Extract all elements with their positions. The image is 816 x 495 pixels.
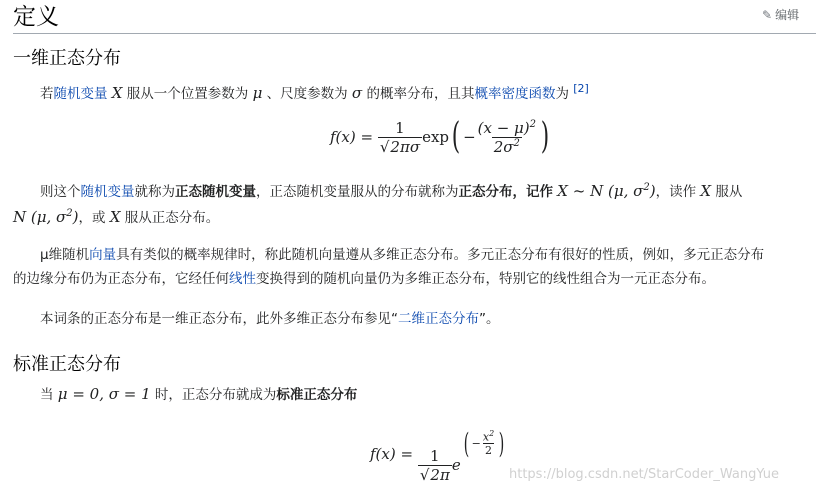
inner-den-text: 2σ [493,137,514,156]
notation-end: ) [649,182,656,200]
exp-fraction [481,429,496,458]
page-heading: 定义 [13,4,59,30]
paragraph-normal-variable-line2 [13,202,219,230]
exp-num-sup: 2 [489,428,495,438]
paragraph-multivariate-line2 [13,268,715,291]
notation-text: X ~ N (μ, σ [557,182,644,200]
sqrt-symbol: √ [379,137,390,156]
inner-num-text: (x − μ) [477,118,530,137]
inner-den-sup: 2 [513,137,520,149]
text: 时，正态分布就成为 [154,387,277,403]
inner-denominator [492,137,522,156]
paragraph-normal-variable [40,176,742,204]
notation-sup: 2 [643,182,650,193]
formula2-numerator: 1 [430,446,440,465]
text: μ维随机 [40,247,90,263]
notation-text-2: N (μ, σ [13,208,67,226]
minus-sign: − [463,128,476,146]
edit-label[interactable]: 编辑 [775,8,800,22]
text: 则这个 [40,184,81,200]
formula2-exponent [461,427,507,460]
text: 当 [40,387,54,403]
formula-normal-pdf [330,113,552,161]
fraction-numerator: 1 [395,118,405,137]
math-sigma: σ [351,84,363,102]
bold-normal-distribution: 正态分布，记作 [458,184,553,200]
formula-fraction [378,119,422,156]
notation-normal-2 [13,208,79,226]
formula2-e: e [451,456,461,474]
text: ，读作 [655,184,697,200]
text: 的边缘分布仍为正态分布，它经任何 [13,271,229,287]
exp-denominator: 2 [485,444,493,458]
exp-left-paren: ( [463,426,469,460]
text: 为 [555,86,569,102]
sqrt-radicand-2: 2π [430,465,450,484]
notation-sup-2: 2 [66,208,73,219]
text: 具有类似的概率规律时，称此随机向量遵从多维正态分布。多元正态分布有很好的性质，例如，多元正态分布 [116,247,765,263]
text: 服从一个位置参数为 [126,86,249,102]
math-x-2: X [700,182,712,200]
text: 服从正态分布。 [124,210,220,226]
reference-link[interactable]: [2] [573,82,589,95]
exp-minus: − [471,436,481,450]
paragraph-definition [40,77,589,106]
text: 本词条的正态分布是一维正态分布，此外多维正态分布参见“ [40,311,398,327]
math-x-3: X [109,208,121,226]
left-paren: ( [451,116,461,157]
text: 、尺度参数为 [266,86,348,102]
bold-standard-normal: 标准正态分布 [276,387,358,403]
paragraph-standard-condition [40,383,357,407]
inner-fraction [476,119,538,156]
text: ”。 [479,311,500,327]
text: 就称为 [134,184,175,200]
inner-num-sup: 2 [529,118,537,130]
heading-divider [13,33,816,34]
text: 若 [40,86,54,102]
section-title-1d-normal: 一维正态分布 [13,48,121,69]
right-paren: ) [540,116,550,157]
text: ，正态随机变量服从的分布就称为 [256,184,459,200]
link-2d-normal[interactable]: 二维正态分布 [398,311,479,327]
notation-end-2: ) [72,208,79,226]
math-x: X [111,84,123,102]
text: 变换得到的随机向量仍为多维正态分布，特别它的线性组合为一元正态分布。 [256,271,715,287]
formula2-denominator [418,465,452,484]
text: ，或 [78,210,106,226]
text: 服从 [715,184,743,200]
exp-num-text: x [482,430,490,444]
formula-lhs: f(x) = [330,128,374,146]
watermark: https://blog.csdn.net/StarCoder_WangYue [509,467,780,482]
link-pdf[interactable]: 概率密度函数 [474,86,556,102]
math-condition: μ = 0, σ = 1 [57,385,151,403]
paragraph-see-also [40,308,500,331]
math-mu: μ [252,84,263,102]
sqrt-symbol-2: √ [419,465,430,484]
link-vector[interactable]: 向量 [89,247,117,263]
exp-right-paren: ) [498,426,505,460]
formula-standard-normal [370,422,507,486]
link-random-variable-2[interactable]: 随机变量 [80,184,135,200]
sqrt-radicand: 2π [390,137,410,156]
text: 的概率分布，且其 [366,86,475,102]
formula2-fraction [418,447,452,484]
notation-normal [557,182,655,200]
edit-link[interactable] [762,6,799,23]
sigma: σ [409,137,421,156]
section-title-standard-normal: 标准正态分布 [13,354,121,375]
exp-function: exp [422,128,450,146]
inner-numerator [476,119,538,137]
formula2-lhs: f(x) = [370,445,414,463]
fraction-denominator [378,137,422,156]
bold-normal-random-variable: 正态随机变量 [175,184,256,200]
paragraph-multivariate-line1 [40,244,764,267]
link-random-variable[interactable]: 随机变量 [53,86,108,102]
link-linear[interactable]: 线性 [229,271,256,287]
pencil-icon: ✎ [762,8,773,22]
exp-numerator [481,429,496,444]
